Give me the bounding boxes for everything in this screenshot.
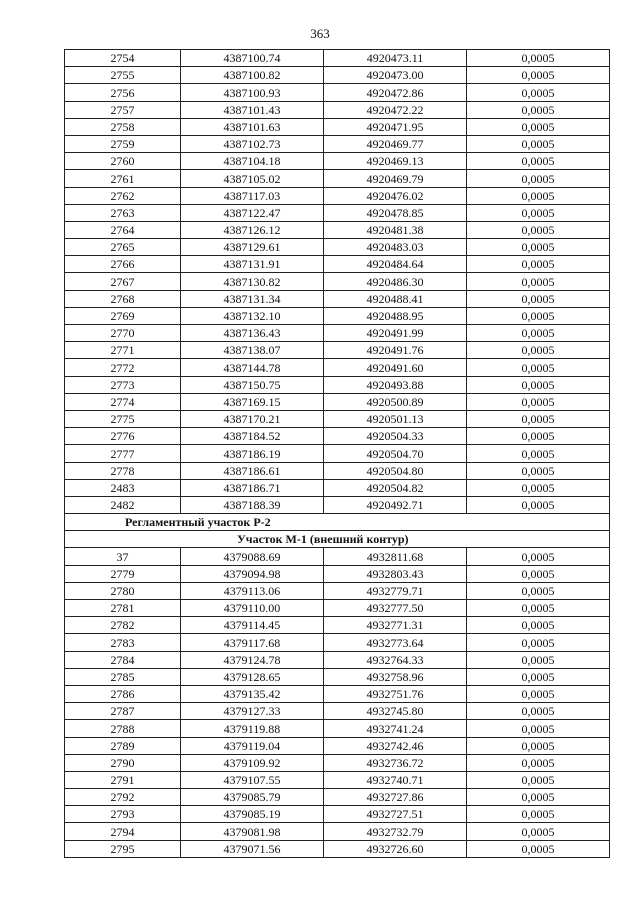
table-row: [65, 685, 610, 702]
y-coordinate-cell: 4920500.89: [324, 393, 467, 410]
table-row: [65, 651, 610, 668]
x-coordinate-cell: 4387100.74: [181, 50, 324, 67]
point-number-cell: 2785: [65, 668, 181, 685]
x-coordinate-cell: 4379107.55: [181, 771, 324, 788]
table-row: [65, 170, 610, 187]
y-coordinate-cell: 4932811.68: [324, 548, 467, 565]
error-cell: 0,0005: [467, 754, 610, 771]
x-coordinate-cell: 4387102.73: [181, 135, 324, 152]
error-cell: 0,0005: [467, 651, 610, 668]
table-row: [65, 823, 610, 840]
y-coordinate-cell: 4920491.99: [324, 325, 467, 342]
table-row: [65, 720, 610, 737]
table-row: [65, 840, 610, 857]
error-cell: 0,0005: [467, 290, 610, 307]
point-number-cell: 2772: [65, 359, 181, 376]
point-number-cell: 2755: [65, 67, 181, 84]
error-cell: 0,0005: [467, 703, 610, 720]
point-number-cell: 2761: [65, 170, 181, 187]
table-row: [65, 737, 610, 754]
table-row: [65, 135, 610, 152]
point-number-cell: 2791: [65, 771, 181, 788]
table-row: [65, 187, 610, 204]
x-coordinate-cell: 4387122.47: [181, 204, 324, 221]
error-cell: 0,0005: [467, 153, 610, 170]
y-coordinate-cell: 4920491.60: [324, 359, 467, 376]
coordinates-table-wrap: [64, 49, 608, 858]
y-coordinate-cell: 4932740.71: [324, 771, 467, 788]
point-number-cell: 2778: [65, 462, 181, 479]
table-row: [65, 428, 610, 445]
error-cell: 0,0005: [467, 668, 610, 685]
error-cell: 0,0005: [467, 565, 610, 582]
y-coordinate-cell: 4920492.71: [324, 496, 467, 513]
table-row: [65, 101, 610, 118]
y-coordinate-cell: 4920471.95: [324, 118, 467, 135]
table-row: [65, 496, 610, 513]
y-coordinate-cell: 4932727.86: [324, 789, 467, 806]
table-row: [65, 565, 610, 582]
error-cell: 0,0005: [467, 617, 610, 634]
y-coordinate-cell: 4932777.50: [324, 600, 467, 617]
point-number-cell: 2789: [65, 737, 181, 754]
x-coordinate-cell: 4387186.61: [181, 462, 324, 479]
x-coordinate-cell: 4379119.04: [181, 737, 324, 754]
error-cell: 0,0005: [467, 496, 610, 513]
point-number-cell: 2792: [65, 789, 181, 806]
y-coordinate-cell: 4920488.95: [324, 307, 467, 324]
error-cell: 0,0005: [467, 101, 610, 118]
y-coordinate-cell: 4920486.30: [324, 273, 467, 290]
table-row: [65, 462, 610, 479]
y-coordinate-cell: 4932741.24: [324, 720, 467, 737]
error-cell: 0,0005: [467, 170, 610, 187]
y-coordinate-cell: 4920473.00: [324, 67, 467, 84]
table-row: [65, 771, 610, 788]
y-coordinate-cell: 4932771.31: [324, 617, 467, 634]
table-row: [65, 153, 610, 170]
y-coordinate-cell: 4920469.77: [324, 135, 467, 152]
table-row: [65, 668, 610, 685]
point-number-cell: 2756: [65, 84, 181, 101]
point-number-cell: 2774: [65, 393, 181, 410]
x-coordinate-cell: 4379110.00: [181, 600, 324, 617]
error-cell: 0,0005: [467, 445, 610, 462]
table-row: [65, 806, 610, 823]
x-coordinate-cell: 4387131.34: [181, 290, 324, 307]
error-cell: 0,0005: [467, 256, 610, 273]
point-number-cell: 2790: [65, 754, 181, 771]
point-number-cell: 2770: [65, 325, 181, 342]
point-number-cell: 2786: [65, 685, 181, 702]
error-cell: 0,0005: [467, 428, 610, 445]
point-number-cell: 2763: [65, 204, 181, 221]
y-coordinate-cell: 4932751.76: [324, 685, 467, 702]
error-cell: 0,0005: [467, 84, 610, 101]
point-number-cell: 37: [65, 548, 181, 565]
y-coordinate-cell: 4932726.60: [324, 840, 467, 857]
x-coordinate-cell: 4379114.45: [181, 617, 324, 634]
x-coordinate-cell: 4387144.78: [181, 359, 324, 376]
subsection-title: Участок М-1 (внешний контур): [65, 531, 610, 548]
x-coordinate-cell: 4387188.39: [181, 496, 324, 513]
table-row: [65, 634, 610, 651]
x-coordinate-cell: 4379085.79: [181, 789, 324, 806]
error-cell: 0,0005: [467, 806, 610, 823]
point-number-cell: 2784: [65, 651, 181, 668]
x-coordinate-cell: 4379124.78: [181, 651, 324, 668]
table-row: [65, 221, 610, 238]
x-coordinate-cell: 4379085.19: [181, 806, 324, 823]
error-cell: 0,0005: [467, 239, 610, 256]
y-coordinate-cell: 4920472.22: [324, 101, 467, 118]
x-coordinate-cell: 4387117.03: [181, 187, 324, 204]
section-title: Регламентный участок Р-2: [65, 514, 610, 531]
table-row: [65, 410, 610, 427]
table-row: [65, 376, 610, 393]
x-coordinate-cell: 4379081.98: [181, 823, 324, 840]
subsection-title-row: [65, 531, 610, 548]
y-coordinate-cell: 4920469.79: [324, 170, 467, 187]
error-cell: 0,0005: [467, 771, 610, 788]
table-row: [65, 342, 610, 359]
x-coordinate-cell: 4387132.10: [181, 307, 324, 324]
error-cell: 0,0005: [467, 685, 610, 702]
x-coordinate-cell: 4379119.88: [181, 720, 324, 737]
point-number-cell: 2765: [65, 239, 181, 256]
error-cell: 0,0005: [467, 359, 610, 376]
point-number-cell: 2787: [65, 703, 181, 720]
error-cell: 0,0005: [467, 737, 610, 754]
y-coordinate-cell: 4920484.64: [324, 256, 467, 273]
error-cell: 0,0005: [467, 187, 610, 204]
table-row: [65, 582, 610, 599]
y-coordinate-cell: 4920481.38: [324, 221, 467, 238]
y-coordinate-cell: 4920504.70: [324, 445, 467, 462]
error-cell: 0,0005: [467, 823, 610, 840]
x-coordinate-cell: 4379135.42: [181, 685, 324, 702]
point-number-cell: 2779: [65, 565, 181, 582]
x-coordinate-cell: 4387101.43: [181, 101, 324, 118]
x-coordinate-cell: 4379071.56: [181, 840, 324, 857]
x-coordinate-cell: 4387130.82: [181, 273, 324, 290]
error-cell: 0,0005: [467, 789, 610, 806]
table-row: [65, 307, 610, 324]
point-number-cell: 2776: [65, 428, 181, 445]
x-coordinate-cell: 4387131.91: [181, 256, 324, 273]
point-number-cell: 2773: [65, 376, 181, 393]
point-number-cell: 2767: [65, 273, 181, 290]
x-coordinate-cell: 4387186.71: [181, 479, 324, 496]
table-row: [65, 445, 610, 462]
y-coordinate-cell: 4932773.64: [324, 634, 467, 651]
point-number-cell: 2782: [65, 617, 181, 634]
x-coordinate-cell: 4379088.69: [181, 548, 324, 565]
point-number-cell: 2771: [65, 342, 181, 359]
y-coordinate-cell: 4932732.79: [324, 823, 467, 840]
point-number-cell: 2769: [65, 307, 181, 324]
error-cell: 0,0005: [467, 410, 610, 427]
x-coordinate-cell: 4379127.33: [181, 703, 324, 720]
y-coordinate-cell: 4920472.86: [324, 84, 467, 101]
table-row: [65, 548, 610, 565]
error-cell: 0,0005: [467, 135, 610, 152]
error-cell: 0,0005: [467, 221, 610, 238]
table-row: [65, 393, 610, 410]
table-row: [65, 273, 610, 290]
table-row: [65, 84, 610, 101]
y-coordinate-cell: 4920473.11: [324, 50, 467, 67]
table-row: [65, 479, 610, 496]
x-coordinate-cell: 4379094.98: [181, 565, 324, 582]
point-number-cell: 2768: [65, 290, 181, 307]
x-coordinate-cell: 4387100.82: [181, 67, 324, 84]
table-row: [65, 239, 610, 256]
y-coordinate-cell: 4920483.03: [324, 239, 467, 256]
x-coordinate-cell: 4379128.65: [181, 668, 324, 685]
y-coordinate-cell: 4932779.71: [324, 582, 467, 599]
error-cell: 0,0005: [467, 67, 610, 84]
table-row: [65, 118, 610, 135]
point-number-cell: 2766: [65, 256, 181, 273]
y-coordinate-cell: 4920491.76: [324, 342, 467, 359]
point-number-cell: 2764: [65, 221, 181, 238]
x-coordinate-cell: 4387105.02: [181, 170, 324, 187]
table-row: [65, 204, 610, 221]
y-coordinate-cell: 4932764.33: [324, 651, 467, 668]
x-coordinate-cell: 4387100.93: [181, 84, 324, 101]
table-row: [65, 617, 610, 634]
x-coordinate-cell: 4387186.19: [181, 445, 324, 462]
error-cell: 0,0005: [467, 634, 610, 651]
y-coordinate-cell: 4920476.02: [324, 187, 467, 204]
x-coordinate-cell: 4387138.07: [181, 342, 324, 359]
page-number: 363: [310, 26, 330, 41]
error-cell: 0,0005: [467, 582, 610, 599]
y-coordinate-cell: 4920504.33: [324, 428, 467, 445]
y-coordinate-cell: 4920504.80: [324, 462, 467, 479]
point-number-cell: 2759: [65, 135, 181, 152]
table-row: [65, 359, 610, 376]
x-coordinate-cell: 4387150.75: [181, 376, 324, 393]
error-cell: 0,0005: [467, 273, 610, 290]
point-number-cell: 2762: [65, 187, 181, 204]
point-number-cell: 2781: [65, 600, 181, 617]
point-number-cell: 2775: [65, 410, 181, 427]
y-coordinate-cell: 4932736.72: [324, 754, 467, 771]
error-cell: 0,0005: [467, 307, 610, 324]
table-row: [65, 325, 610, 342]
table-row: [65, 67, 610, 84]
x-coordinate-cell: 4387129.61: [181, 239, 324, 256]
point-number-cell: 2794: [65, 823, 181, 840]
point-number-cell: 2795: [65, 840, 181, 857]
x-coordinate-cell: 4387184.52: [181, 428, 324, 445]
x-coordinate-cell: 4387126.12: [181, 221, 324, 238]
y-coordinate-cell: 4932727.51: [324, 806, 467, 823]
table-row: [65, 754, 610, 771]
y-coordinate-cell: 4920469.13: [324, 153, 467, 170]
error-cell: 0,0005: [467, 204, 610, 221]
y-coordinate-cell: 4932758.96: [324, 668, 467, 685]
point-number-cell: 2482: [65, 496, 181, 513]
error-cell: 0,0005: [467, 118, 610, 135]
error-cell: 0,0005: [467, 462, 610, 479]
point-number-cell: 2757: [65, 101, 181, 118]
x-coordinate-cell: 4387101.63: [181, 118, 324, 135]
y-coordinate-cell: 4920488.41: [324, 290, 467, 307]
x-coordinate-cell: 4379117.68: [181, 634, 324, 651]
error-cell: 0,0005: [467, 600, 610, 617]
coordinates-table-body: [65, 50, 610, 858]
y-coordinate-cell: 4920493.88: [324, 376, 467, 393]
point-number-cell: 2788: [65, 720, 181, 737]
point-number-cell: 2793: [65, 806, 181, 823]
x-coordinate-cell: 4387104.18: [181, 153, 324, 170]
error-cell: 0,0005: [467, 50, 610, 67]
error-cell: 0,0005: [467, 479, 610, 496]
coordinates-table: [64, 49, 610, 858]
point-number-cell: 2483: [65, 479, 181, 496]
x-coordinate-cell: 4379113.06: [181, 582, 324, 599]
table-row: [65, 600, 610, 617]
error-cell: 0,0005: [467, 548, 610, 565]
error-cell: 0,0005: [467, 393, 610, 410]
y-coordinate-cell: 4932803.43: [324, 565, 467, 582]
table-row: [65, 50, 610, 67]
point-number-cell: 2760: [65, 153, 181, 170]
error-cell: 0,0005: [467, 376, 610, 393]
x-coordinate-cell: 4387169.15: [181, 393, 324, 410]
error-cell: 0,0005: [467, 325, 610, 342]
y-coordinate-cell: 4932745.80: [324, 703, 467, 720]
y-coordinate-cell: 4932742.46: [324, 737, 467, 754]
table-row: [65, 290, 610, 307]
point-number-cell: 2754: [65, 50, 181, 67]
point-number-cell: 2783: [65, 634, 181, 651]
y-coordinate-cell: 4920478.85: [324, 204, 467, 221]
table-row: [65, 703, 610, 720]
x-coordinate-cell: 4387170.21: [181, 410, 324, 427]
point-number-cell: 2777: [65, 445, 181, 462]
error-cell: 0,0005: [467, 840, 610, 857]
error-cell: 0,0005: [467, 720, 610, 737]
section-title-row: [65, 514, 610, 531]
y-coordinate-cell: 4920504.82: [324, 479, 467, 496]
x-coordinate-cell: 4379109.92: [181, 754, 324, 771]
table-row: [65, 789, 610, 806]
x-coordinate-cell: 4387136.43: [181, 325, 324, 342]
table-row: [65, 256, 610, 273]
point-number-cell: 2758: [65, 118, 181, 135]
point-number-cell: 2780: [65, 582, 181, 599]
error-cell: 0,0005: [467, 342, 610, 359]
y-coordinate-cell: 4920501.13: [324, 410, 467, 427]
